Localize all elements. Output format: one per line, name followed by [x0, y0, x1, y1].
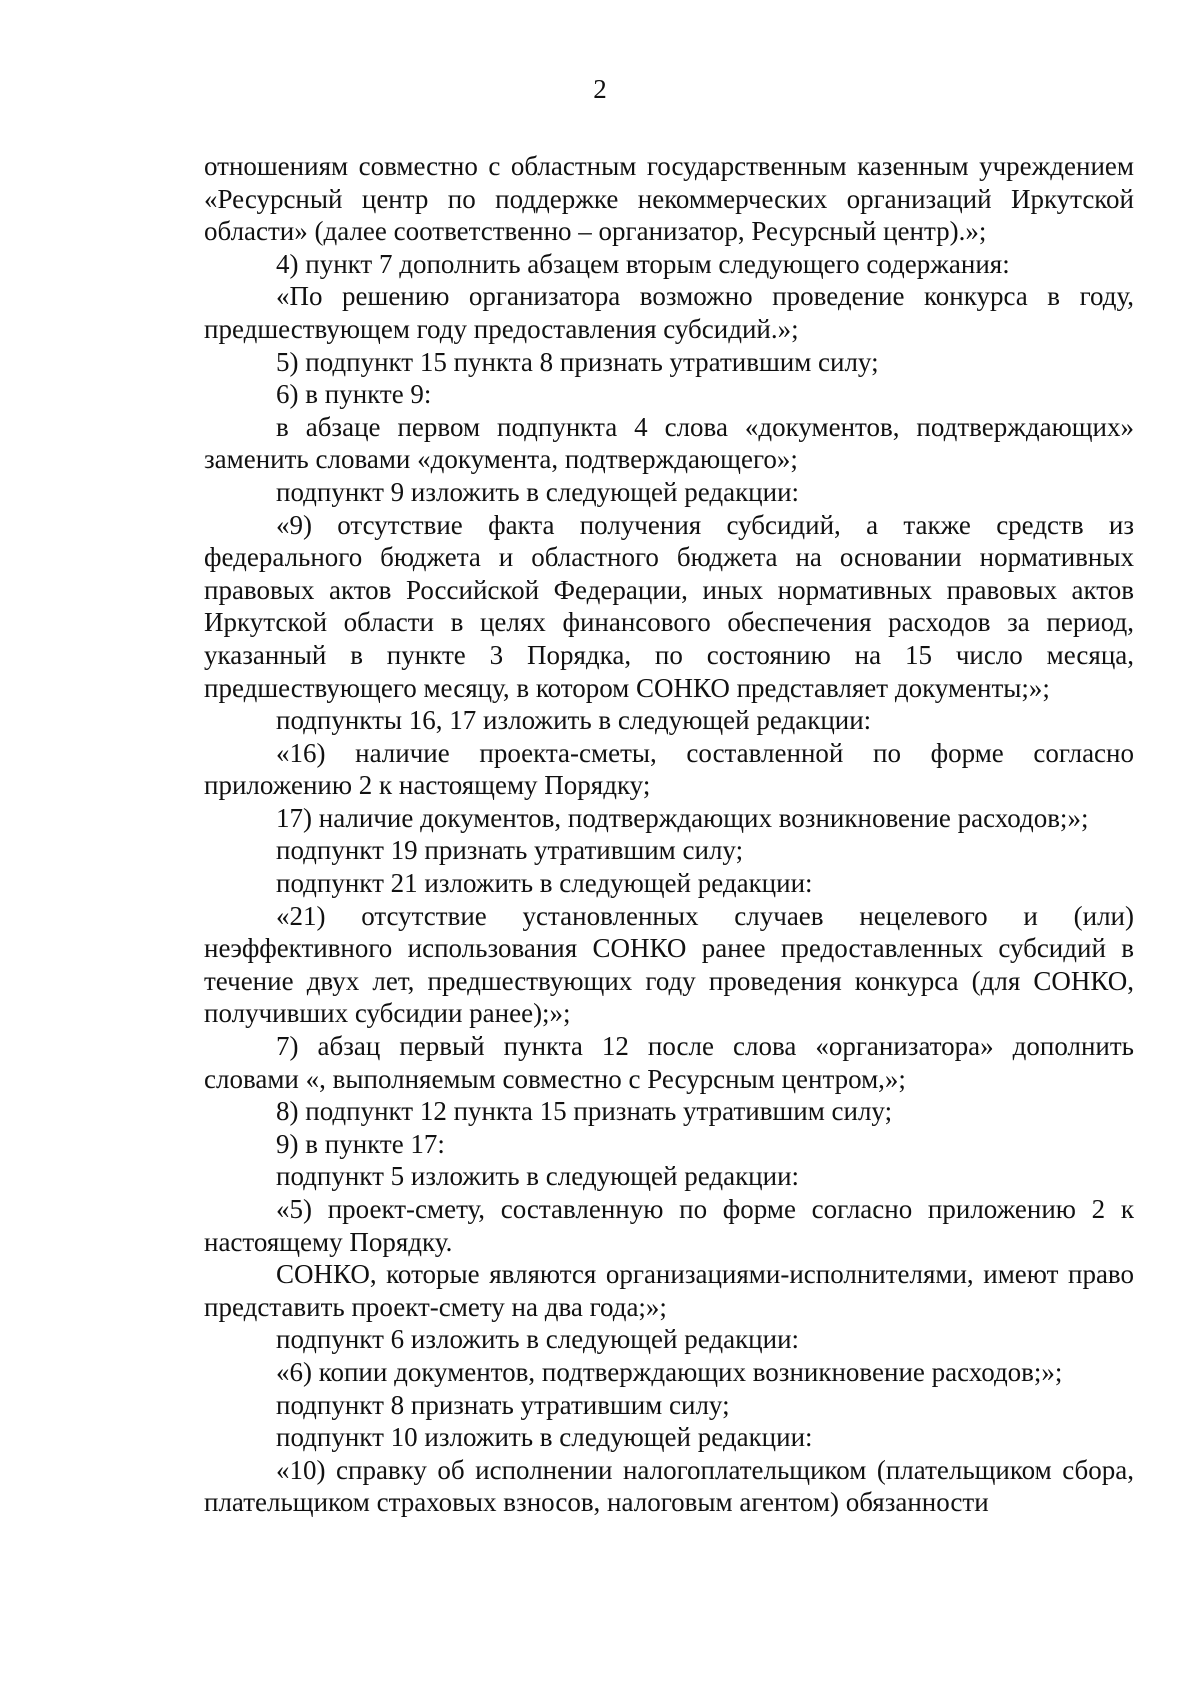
paragraph: подпункт 5 изложить в следующей редакции:	[276, 1161, 800, 1192]
document-body	[204, 150, 1134, 1519]
paragraph: подпункт 19 признать утратившим силу;	[276, 835, 744, 866]
paragraph: 8) подпункт 12 пункта 15 признать утратившим силу;	[276, 1096, 893, 1127]
paragraph: 6) в пункте 9:	[276, 379, 432, 410]
paragraph: СОНКО, которые являются организациями-исполнителями, имеют право представить проект-смету на два года;»;	[204, 1259, 1134, 1322]
paragraph: подпункт 6 изложить в следующей редакции:	[276, 1324, 800, 1355]
paragraph: 9) в пункте 17:	[276, 1128, 445, 1159]
paragraph-continued: отношениям совместно с областным государственным казенным учреждением «Ресурсный центр по поддержке некоммерческих организаций Иркутской области» (далее соответственно – организатор, Ресурсный центр).»;	[204, 151, 1134, 247]
paragraph: «21) отсутствие установленных случаев нецелевого и (или) неэффективного использования СОНКО ранее предоставленных субсидий в течение двух лет, предшествующих году проведения конкурса (для СОНКО, получивших субсидии ранее);»;	[204, 900, 1134, 1029]
paragraph: подпункты 16, 17 изложить в следующей редакции:	[276, 705, 872, 736]
paragraph: в абзаце первом подпункта 4 слова «документов, подтверждающих» заменить словами «документа, подтверждающего»;	[204, 411, 1134, 475]
paragraph: «5) проект-смету, составленную по форме согласно приложению 2 к настоящему Порядку.	[204, 1194, 1134, 1257]
paragraph: подпункт 9 изложить в следующей редакции:	[276, 476, 800, 507]
paragraph: «16) наличие проекта-сметы, составленной по форме согласно приложению 2 к настоящему Порядку;	[204, 737, 1134, 801]
page-number: 2	[593, 74, 607, 104]
paragraph: «6) копии документов, подтверждающих возникновение расходов;»;	[276, 1356, 1063, 1387]
paragraph: подпункт 8 признать утратившим силу;	[276, 1389, 730, 1420]
paragraph: 5) подпункт 15 пункта 8 признать утратившим силу;	[276, 346, 879, 377]
paragraph: «По решению организатора возможно проведение конкурса в году, предшествующем году предоставления субсидий.»;	[204, 281, 1134, 344]
paragraph: 17) наличие документов, подтверждающих возникновение расходов;»;	[276, 802, 1089, 833]
paragraph: «9) отсутствие факта получения субсидий, а также средств из федерального бюджета и областного бюджета на основании нормативных правовых актов Российской Федерации, иных нормативных правовых актов Иркутской области в целях финансового обеспечения расходов за период, указанный в пункте 3 Порядка, по состоянию на 15 число месяца, предшествующего месяцу, в котором СОНКО представляет документы;»;	[204, 509, 1134, 703]
paragraph: 7) абзац первый пункта 12 после слова «организатора» дополнить словами «, выполняемым совместно с Ресурсным центром,»;	[204, 1031, 1134, 1094]
paragraph: 4) пункт 7 дополнить абзацем вторым следующего содержания:	[276, 248, 1010, 279]
paragraph: подпункт 10 изложить в следующей редакции:	[276, 1422, 813, 1453]
paragraph: подпункт 21 изложить в следующей редакции:	[276, 868, 813, 899]
paragraph: «10) справку об исполнении налогоплательщиком (плательщиком сбора, плательщиком страховых взносов, налоговым агентом) обязанности	[204, 1454, 1134, 1518]
